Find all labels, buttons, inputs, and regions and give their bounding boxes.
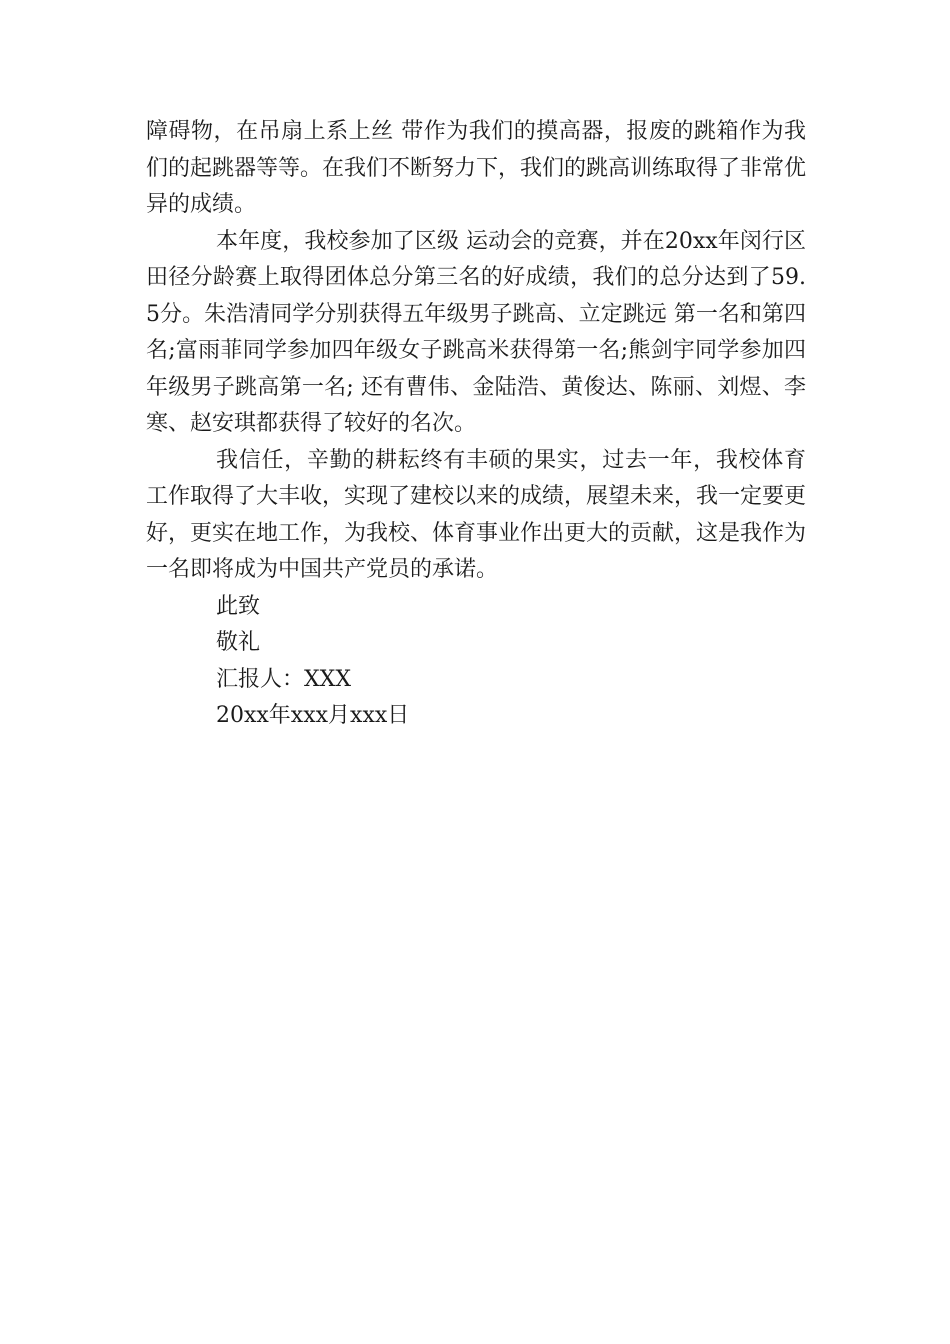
document-body xyxy=(146,114,806,735)
closing-salutation-2: 敬礼 xyxy=(216,630,261,655)
reporter-line: 汇报人：XXX xyxy=(216,666,351,692)
paragraph-competition-results: 本年度，我校参加了区级 运动会的竞赛，并在20xx年闵行区田径分龄赛上取得团体总分第三名的好成绩，我们的总分达到了59.5分。朱浩清同学分别获得五年级男子跳高、立定跳远 第一名和第四名;富雨菲同学参加四年级女子跳高米获得第一名;熊剑宇同学参加四年级男子跳高第一名; 还有曹伟、金陆浩、黄俊达、陈丽、刘煜、李寒、赵安琪都获得了较好的名次。 xyxy=(146,228,806,436)
closing-salutation-1: 此致 xyxy=(216,593,261,619)
paragraph-outlook: 我信任，辛勤的耕耘终有丰硕的果实，过去一年，我校体育工作取得了大丰收，实现了建校以来的成绩，展望未来，我一定要更好，更实在地工作，为我校、体育事业作出更大的贡献，这是我作为一名即将成为中国共产党员的承诺。 xyxy=(146,447,807,582)
date-line: 20xx年xxx月xxx日 xyxy=(216,703,410,728)
paragraph-continued: 障碍物，在吊扇上系上丝 带作为我们的摸高器，报废的跳箱作为我们的起跳器等等。在我们不断努力下，我们的跳高训练取得了非常优异的成绩。 xyxy=(146,119,807,217)
